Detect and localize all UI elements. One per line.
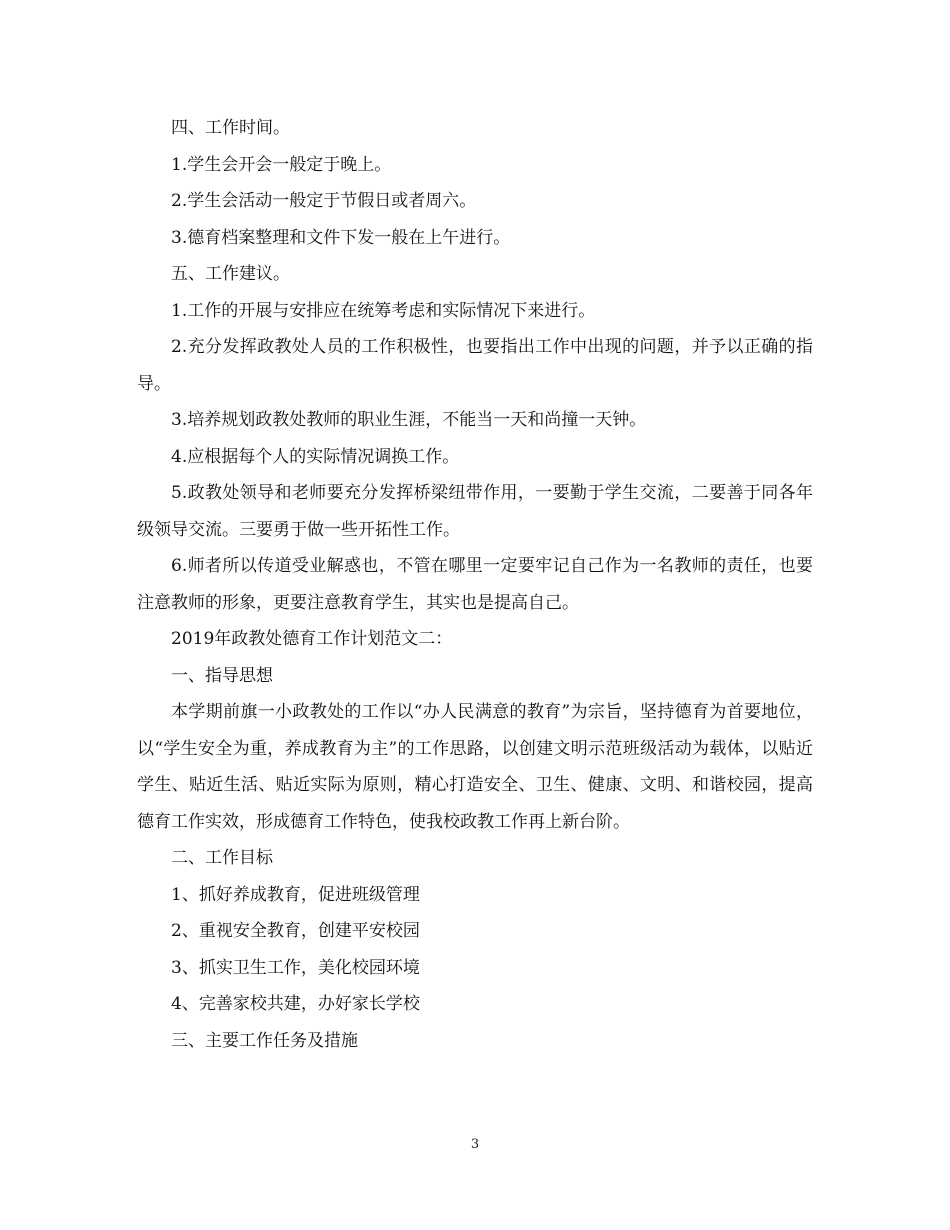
- list-item: 5.政教处领导和老师要充分发挥桥梁纽带作用，一要勤于学生交流，二要善于同各年级领导交流。三要勇于做一些开拓性工作。: [137, 483, 813, 540]
- list-item: 6.师者所以传道受业解惑也，不管在哪里一定要牢记自己作为一名教师的责任，也要注意教师的形象，更要注意教育学生，其实也是提高自己。: [137, 556, 813, 613]
- list-item: 2.充分发挥政教处人员的工作积极性，也要指出工作中出现的问题，并予以正确的指导。: [137, 337, 813, 394]
- section-heading-guiding-ideology: 一、指导思想: [171, 665, 273, 686]
- list-item: 3、抓实卫生工作，美化校园环境: [171, 957, 420, 978]
- sample-title: 2019年政教处德育工作计划范文二：: [171, 629, 453, 649]
- list-item: 1、抓好养成教育，促进班级管理: [171, 884, 420, 905]
- list-item: 3.德育档案整理和文件下发一般在上午进行。: [171, 227, 511, 248]
- list-item: 4、完善家校共建，办好家长学校: [171, 994, 420, 1014]
- section-heading-work-suggestions: 五、工作建议。: [171, 264, 290, 284]
- list-item: 2.学生会活动一般定于节假日或者周六。: [171, 191, 477, 211]
- list-item: 2、重视安全教育，创建平安校园: [171, 921, 420, 941]
- section-heading-main-tasks: 三、主要工作任务及措施: [171, 1030, 358, 1051]
- body-paragraph: 本学期前旗一小政教处的工作以“办人民满意的教育”为宗旨，坚持德育为首要地位，以“学生安全为重，养成教育为主”的工作思路，以创建文明示范班级活动为载体，以贴近学生、贴近生活、贴近实际为原则，精心打造安全、卫生、健康、文明、和谐校园，提高德育工作实效，形成德育工作特色，使我校政教工作再上新台阶。: [137, 702, 813, 832]
- list-item: 3.培养规划政教处教师的职业生涯，不能当一天和尚撞一天钟。: [171, 410, 647, 430]
- list-item: 1.学生会开会一般定于晚上。: [171, 154, 392, 175]
- page-number: 3: [470, 1137, 480, 1152]
- section-heading-work-time: 四、工作时间。: [171, 118, 290, 138]
- document-body: [137, 110, 813, 1059]
- list-item: 4.应根据每个人的实际情况调换工作。: [171, 446, 460, 467]
- list-item: 1.工作的开展与安排应在统筹考虑和实际情况下来进行。: [171, 300, 596, 321]
- section-heading-work-goals: 二、工作目标: [171, 848, 273, 868]
